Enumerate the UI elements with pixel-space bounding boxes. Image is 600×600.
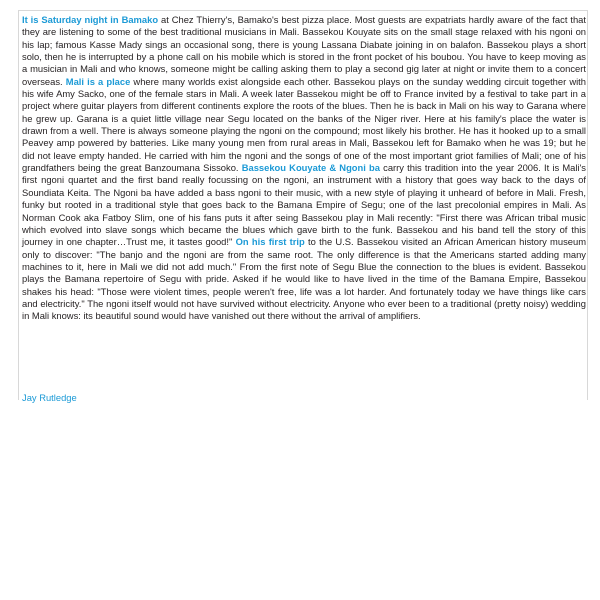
highlight-phrase-2: Mali is a place: [65, 75, 131, 87]
paragraph-segment-2: where many worlds exist alongside each other. Bassekou plays on the sunday wedding circuit together with his wife Amy Sacko, one of the female stars in Mali. A week later Bassekou might be off to France invited by a festival to take part in a project where guitar players from different continents explore the roots of the blues. Then he is back in Mali on his way to Garana where he grew up. Garana is a quiet little village near Segu located on the banks of the Niger river. Here at his family's place the water is drawn from a well. There is always someone playing the ngoni on the compound; most likely his brother. He has it hooked up to a small Peavey amp powered by batteries. Like many young men from rural areas in Mali, Bassekou left for Bamako when he was 19; but he did not leave empty handed. He carried with him the ngoni and the songs of one of the most important griot families of Mali; one of his grandfathers being the great Banzoumana Sissoko.: [22, 75, 586, 174]
highlight-phrase-3: Bassekou Kouyate & Ngoni ba: [241, 162, 380, 174]
lead-in-phrase: It is Saturday night in Bamako: [22, 14, 159, 25]
paragraph-segment-3: carry this tradition into the year 2006. It is Mali's first ngoni quartet and the first band really focussing on the ngoni, an instrument with a history that goes way back to the days of Soundiata Keita. The Ngoni ba have added a bass ngoni to their music, with a new style of playing it unheard of before in Mali. Fresh, funky but rooted in a traditional style that goes back to the Bamana Empire of Segu; one of the last precolonial empires in Mali. As Norman Cook aka Fatboy Slim, one of his fans puts it after seing Bassekou play in Mali recently: "First there was African tribal music which evolved into slave songs which became the blues which gave birth to the funk. Bassekou and his band tell the story of this journey in one chapter…Trust me, it tastes good!": [22, 162, 586, 248]
article-body: [22, 14, 586, 323]
right-rule: [587, 10, 588, 400]
highlight-phrase-4: On his first trip: [235, 236, 305, 248]
paragraph-segment-1: at Chez Thierry's, Bamako's best pizza place. Most guests are expatriats hardly aware of the fact that they are listening to some of the best traditional musicians in Mali. Bassekou Kouyate sits on the small stage relaxed with his ngoni on his lap; famous Kasse Mady sings an occasional song, there is young Lassana Diabate joining in on balafon. Bassekou plays a short solo, then he is interrupted by a phone call on his mobile which is stored in the front pocket of his boubou. You have to keep moving as a musician in Mali and who knows, someone might be calling asking them to play a second gig later at night or invite them to a concert overseas.: [22, 14, 586, 87]
left-rule: [18, 10, 19, 400]
byline: Jay Rutledge: [22, 392, 77, 403]
paragraph-segment-4: to the U.S. Bassekou visited an African American history museum only to discover: "The banjo and the ngoni are from the same root. The only difference is that the Americans started adding many machines to it, here in Mali we did not add much." From the first note of Segu Blue the connection to the blues is evident. Bassekou plays the Bamana repertoire of Segu with pride. Asked if he would like to have lived in the time of the Bamana Empire, Bassekou shakes his head: "Those were violent times, people weren't free, life was a lot harder. And fortunately today we have things like cars and electricity." The ngoni itself would not have survived without electricity. Anyone who ever been to a traditional (pretty noisy) wedding in Mali knows: its beautiful sound would have vanished out there without the arrival of amplifiers.: [22, 236, 586, 322]
top-rule: [18, 10, 588, 11]
